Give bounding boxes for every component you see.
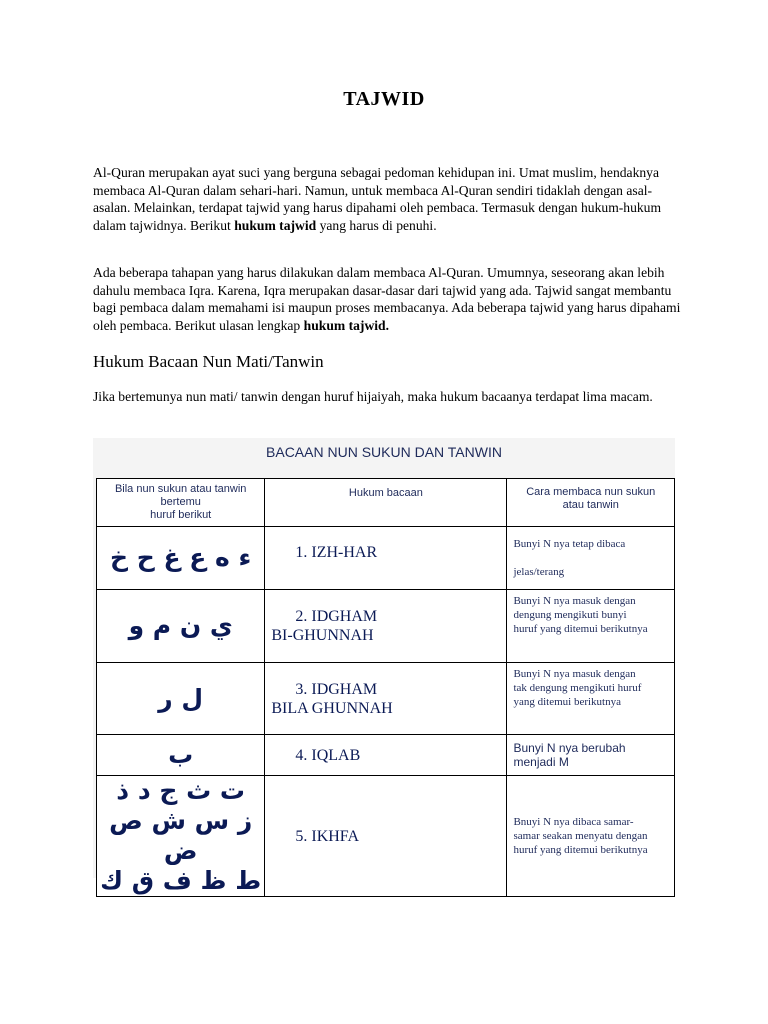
hukum-cell: [265, 527, 507, 590]
hukum-line: 2. IDGHAM: [295, 608, 378, 625]
table-row: [97, 776, 675, 897]
huruf-line: ت ث ج د ذ: [116, 776, 246, 805]
cara-cell: [507, 590, 675, 663]
header-huruf-line1: Bila nun sukun atau tanwin: [114, 483, 247, 495]
intro-paragraph: [93, 164, 683, 234]
hukum-line: BI-GHUNNAH: [271, 627, 374, 644]
table-row: [97, 663, 675, 735]
hukum-line: BILA GHUNNAH: [271, 699, 393, 717]
cara-line: menjadi M: [513, 755, 569, 769]
huruf-line: ب: [168, 740, 194, 769]
cara-line: dengung mengikuti bunyi: [513, 609, 627, 621]
huruf-line: ل ر: [158, 683, 204, 713]
hukum-line: 5. IKHFA: [295, 827, 360, 845]
header-cara: [507, 479, 675, 527]
huruf-line: ء ه ع غ ح خ: [110, 543, 252, 572]
tajwid-table: [96, 478, 675, 897]
cara-cell: [507, 735, 675, 776]
hukum-line: 4. IQLAB: [295, 746, 361, 764]
cara-line: Bunyi N nya berubah: [513, 741, 626, 755]
cara-line: tak dengung mengikuti huruf: [513, 682, 642, 694]
hukum-cell: [265, 776, 507, 897]
huruf-cell: [97, 527, 265, 590]
cara-line: [513, 551, 674, 565]
second-paragraph: [93, 264, 683, 334]
huruf-cell: [97, 663, 265, 735]
huruf-line: ط ظ ف ق ك: [100, 866, 262, 895]
intro-bold: hukum tajwid: [234, 217, 317, 233]
cara-line: Bunyi N nya masuk dengan: [513, 668, 636, 680]
cara-line: jelas/terang: [513, 566, 565, 578]
header-cara-line1: Cara membaca nun sukun: [526, 486, 656, 498]
hukum-cell: [265, 590, 507, 663]
header-hukum: Hukum bacaan: [265, 479, 507, 527]
header-huruf-line2: bertemu: [160, 496, 201, 508]
section-heading: Hukum Bacaan Nun Mati/Tanwin: [93, 352, 324, 371]
cara-line: samar seakan menyatu dengan: [513, 830, 648, 842]
huruf-line: ي ن م و: [128, 611, 233, 640]
table-row: [97, 735, 675, 776]
header-huruf-line3: huruf berikut: [150, 509, 212, 521]
page-title: TAJWID: [343, 88, 425, 110]
cara-line: Bunyi N nya masuk dengan: [513, 595, 636, 607]
table-row: [97, 527, 675, 590]
cara-cell: [507, 776, 675, 897]
cara-cell: [507, 527, 675, 590]
second-text: Ada beberapa tahapan yang harus dilakukan dalam membaca Al-Quran. Umumnya, seseorang akan lebih dahulu membaca Iqra. Karena, Iqra merupakan dasar-dasar dari tajwid yang ada. Tajwid sangat membantu bagi pembaca dalam memahami isi maupun proses membacanya. Ada beberapa tajwid yang harus dipahami oleh pembaca. Berikut ulasan lengkap: [93, 265, 681, 333]
header-huruf: [97, 479, 265, 527]
cara-line: Bunyi N nya tetap dibaca: [513, 538, 626, 550]
hukum-line: 3. IDGHAM: [295, 680, 378, 698]
tajwid-table-image: [93, 438, 675, 895]
table-row: [97, 590, 675, 663]
hukum-cell: [265, 735, 507, 776]
header-cara-line2: atau tanwin: [562, 499, 619, 511]
huruf-cell: [97, 776, 265, 897]
hukum-cell: [265, 663, 507, 735]
hukum-line: 1. IZH-HAR: [295, 544, 378, 561]
intro-tail: yang harus di penuhi.: [316, 217, 437, 233]
intro-text: Al-Quran merupakan ayat suci yang berguna sebagai pedoman kehidupan ini. Umat muslim, hendaknya membaca Al-Quran dalam sehari-hari. Namun, untuk membaca Al-Quran sendiri tidaklah dengan asal-asalan. Melainkan, terdapat tajwid yang harus dipahami oleh pembaca. Termasuk dengan hukum-hukum dalam tajwidnya. Berikut: [93, 165, 662, 233]
second-bold: hukum tajwid.: [303, 317, 390, 333]
cara-line: Bnuyi N nya dibaca samar-: [513, 816, 634, 828]
huruf-line: ز س ش ص ض: [109, 806, 253, 865]
cara-line: yang ditemui berikutnya: [513, 696, 621, 708]
table-caption: BACAAN NUN SUKUN DAN TANWIN: [266, 444, 502, 460]
cara-line: huruf yang ditemui berikutnya: [513, 623, 648, 635]
huruf-cell: [97, 590, 265, 663]
huruf-cell: [97, 735, 265, 776]
cara-cell: [507, 663, 675, 735]
cara-line: huruf yang ditemui berikutnya: [513, 844, 648, 856]
section-paragraph: Jika bertemunya nun mati/ tanwin dengan huruf hijaiyah, maka hukum bacaanya terdapat lima macam.: [93, 389, 653, 404]
